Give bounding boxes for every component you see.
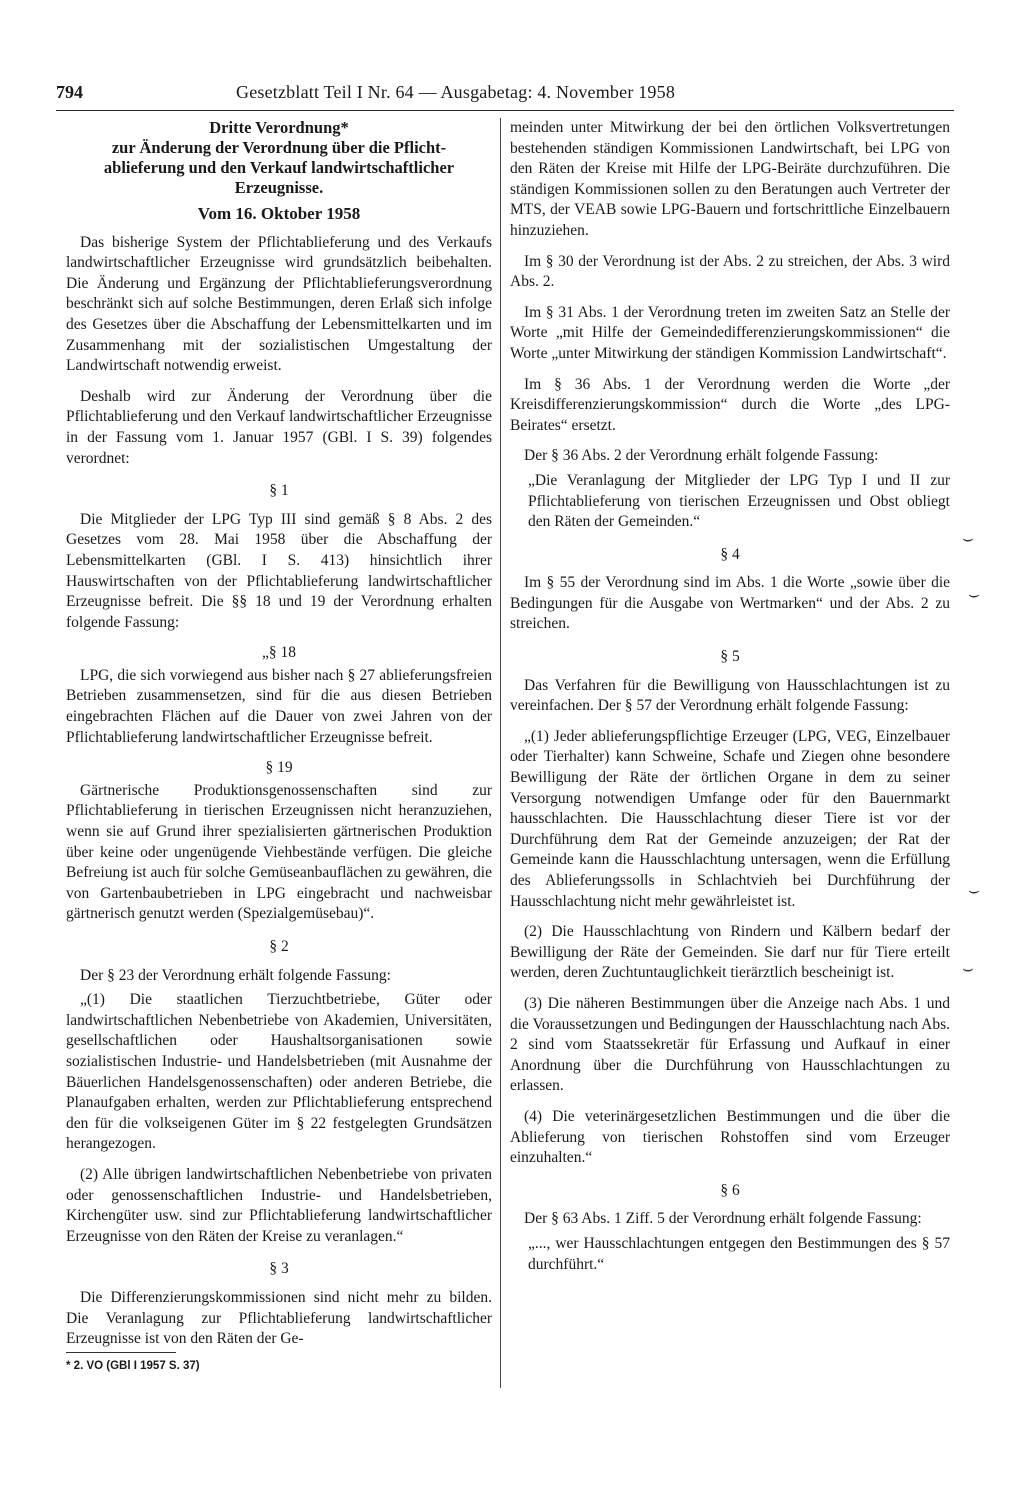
section-text: Die Differenzierungskommissionen sind nicht mehr zu bilden. Die Veranlagung zur Pflichtablieferung landwirtschaftlicher Erzeugnisse ist von den Räten der Ge- (66, 1288, 492, 1348)
section-text: Gärtnerische Produktionsgenossenschaften sind zur Pflichtablieferung in tierischen Erzeugnissen nicht heranzuziehen, wenn sie auf Grund ihrer spezialisierten gärtnerischen Produktion über keine oder ungenügende Viehbestände verfügen. Die gleiche Befreiung ist auch für solche Gemüseanbauflächen zu gewähren, die von Gartenbaubetrieben in LPG eingebracht und nachweisbar gärtnerisch genutzt werden (Spezialgemüsebau)“. (66, 781, 492, 923)
amendment-paragraph: Im § 36 Abs. 1 der Verordnung werden die Worte „der Kreisdifferenzierungskommission“ durch die Worte „des LPG-Beirates“ ersetzt. (510, 375, 950, 434)
section-heading: § 1 (269, 482, 289, 500)
section-text: LPG, die sich vorwiegend aus bisher nach § 27 ablieferungsfreien Betrieben zusammensetzen, sind für die aus diesen Betrieben eingebrachten Flächen auf die Dauer von zwei Jahren von der Pflichtablieferung landwirtschaftlicher Erzeugnisse befreit. (66, 666, 492, 746)
section-text: Das Verfahren für die Bewilligung von Hausschlachtungen ist zu vereinfachen. Der § 57 der Verordnung erhält folgende Fassung: (510, 676, 950, 715)
quoted-paragraph: (2) Alle übrigen landwirtschaftlichen Nebenbetriebe von privaten oder genossenschaftlichen Industrie- und Handelsbetrieben, Kirchengüter usw. sind zur Pflichtablieferung landwirtschaftlicher Erzeugnisse von den Räten der Kreise zu veranlagen.“ (66, 1165, 492, 1245)
margin-mark: ⌣ (968, 584, 980, 604)
footnote: * 2. VO (GBl I 1957 S. 37) (66, 1360, 200, 1372)
title-line: Erzeugnisse. (234, 178, 324, 197)
header-rule (56, 110, 954, 111)
section-heading: § 5 (720, 648, 740, 666)
margin-mark: ⌣ (962, 528, 974, 548)
title-line: zur Änderung der Verordnung über die Pflicht- (111, 138, 447, 157)
column-divider (500, 118, 501, 1388)
right-column (510, 118, 950, 1285)
amendment-paragraph: Der § 36 Abs. 2 der Verordnung erhält folgende Fassung: (524, 447, 879, 465)
section-heading: § 19 (265, 759, 293, 777)
ordinance-date: Vom 16. Oktober 1958 (197, 204, 361, 223)
continued-paragraph: meinden unter Mitwirkung der bei den örtlichen Volksvertretungen bestehenden ständigen Kommissionen Landwirtschaft, bei LPG von den Räten der Kreise mit Hilfe der LPG-Beiräte durchzuführen. Die ständigen Kommissionen sollen zu den Beratungen auch Vertreter der MTS, der VEAB sowie LPG-Bauern und fortschrittliche Einzelbauern hinzuziehen. (510, 119, 950, 239)
title-line: Dritte Verordnung* (209, 118, 349, 137)
page-number: 794 (56, 82, 83, 102)
section-heading: § 6 (720, 1181, 740, 1199)
quoted-paragraph: (2) Die Hausschlachtung von Rindern und Kälbern bedarf der Bewilligung der Räte der Gemeinden. Sie darf nur für Tiere erteilt werden, deren Zuchtuntauglichkeit tierärztlich bescheinigt ist. (510, 923, 950, 982)
quoted-paragraph: „Die Veranlagung der Mitglieder der LPG Typ I und II zur Pflichtablieferung von tierischen Erzeugnissen und Obst obliegt den Räten der Gemeinden.“ (528, 471, 950, 531)
preamble-paragraph: Das bisherige System der Pflichtablieferung und des Verkaufs landwirtschaftlicher Erzeugnisse wird grundsätzlich beibehalten. Die Änderung und Ergänzung der Pflichtablieferungsverordnung beschränkt sich auf solche Bestimmungen, deren Erlaß sich infolge des Gesetzes über die Abschaffung der Lebensmittelkarten und im Zusammenhang mit der sozialistischen Umgestaltung der Landwirtschaft notwendig erweist. (66, 233, 492, 375)
section-text: Der § 23 der Verordnung erhält folgende Fassung: (80, 966, 391, 984)
section-text: Die Mitglieder der LPG Typ III sind gemäß § 8 Abs. 2 des Gesetzes vom 28. Mai 1958 über die Abschaffung der Lebensmittelkarten (GBl. I S. 413) hinsichtlich ihrer Hauswirtschaften von der Pflichtablieferung landwirtschaftlicher Erzeugnisse befreit. Die §§ 18 und 19 der Verordnung erhalten folgende Fassung: (66, 510, 492, 631)
quoted-paragraph: (4) Die veterinärgesetzlichen Bestimmungen und die über die Ablieferung von tierischen Rohstoffen sind vom Erzeuger einzuhalten.“ (510, 1107, 950, 1167)
section-text: Der § 63 Abs. 1 Ziff. 5 der Verordnung erhält folgende Fassung: (524, 1210, 922, 1228)
page-header (56, 80, 756, 108)
preamble-paragraph: Deshalb wird zur Änderung der Verordnung über die Pflichtablieferung und den Verkauf landwirtschaftlicher Erzeugnisse in der Fassung vom 1. Januar 1957 (GBl. I S. 39) folgendes verordnet: (66, 387, 492, 467)
quoted-paragraph: „..., wer Hausschlachtungen entgegen den Bestimmungen des § 57 durchführt.“ (528, 1234, 950, 1273)
amendment-paragraph: Im § 31 Abs. 1 der Verordnung treten im zweiten Satz an Stelle der Worte „mit Hilfe der Gemeindedifferenzierungskommissionen“ die Worte „unter Mitwirkung der ständigen Kommission Landwirtschaft“. (510, 303, 950, 362)
quoted-paragraph: „(1) Die staatlichen Tierzuchtbetriebe, Güter oder landwirtschaftlichen Nebenbetriebe von Akademien, Universitäten, gesellschaftlichen oder Haushaltsorganisationen sowie sozialistischen Industrie- und Handelsbetrieben (mit Ausnahme der Bäuerlichen Handelsgenossenschaften) oder anderen Betriebe, die Planaufgaben erhalten, werden zur Pflichtablieferung entsprechend den für die volkseigenen Güter im § 22 festgelegten Grundsätzen herangezogen. (66, 991, 492, 1153)
margin-mark: ⌣ (962, 958, 974, 978)
section-heading: § 4 (720, 545, 740, 563)
section-heading: § 3 (269, 1260, 289, 1278)
section-heading: „§ 18 (261, 644, 296, 662)
amendment-paragraph: Im § 30 der Verordnung ist der Abs. 2 zu streichen, der Abs. 3 wird Abs. 2. (510, 252, 950, 291)
margin-mark: ⌣ (968, 880, 980, 900)
quoted-paragraph: „(1) Jeder ablieferungspflichtige Erzeuger (LPG, VEG, Einzelbauer oder Tierhalter) kann Schweine, Schafe und Ziegen ohne besondere Bewilligung der Räte der örtlichen Organe in dem zu seiner Versorgung notwendigen Umfange oder für den Bauernmarkt hausschlachten. Die Hausschlachtung dieser Tiere ist vor der Durchführung dem Rat der Gemeinde anzuzeigen; der Rat der Gemeinde kann die Hausschlachtung untersagen, wenn die Erfüllung des Ablieferungssolls in Schlachtvieh bei Durchführung der Hausschlachtung nicht mehr gewährleistet ist. (510, 727, 950, 910)
section-heading: § 2 (269, 938, 289, 955)
title-line: ablieferung und den Verkauf landwirtschaftlicher (103, 158, 455, 177)
quoted-paragraph: (3) Die näheren Bestimmungen über die Anzeige nach Abs. 1 und die Voraussetzungen und Bedingungen der Hausschlachtung nach Abs. 2 sind vom Staatssekretär für Erfassung und Aufkauf in einer Anordnung über die Durchführung von Hausschlachtungen zu erlassen. (510, 994, 950, 1095)
footnote-rule (66, 1352, 176, 1353)
left-column (66, 118, 492, 1360)
header-text: Gesetzblatt Teil I Nr. 64 — Ausgabetag: 4. November 1958 (236, 82, 676, 102)
section-text: Im § 55 der Verordnung sind im Abs. 1 die Worte „sowie über die Bedingungen für die Ausgabe von Wertmarken“ und der Abs. 2 zu streichen. (510, 574, 950, 633)
ordinance-title (66, 118, 492, 198)
